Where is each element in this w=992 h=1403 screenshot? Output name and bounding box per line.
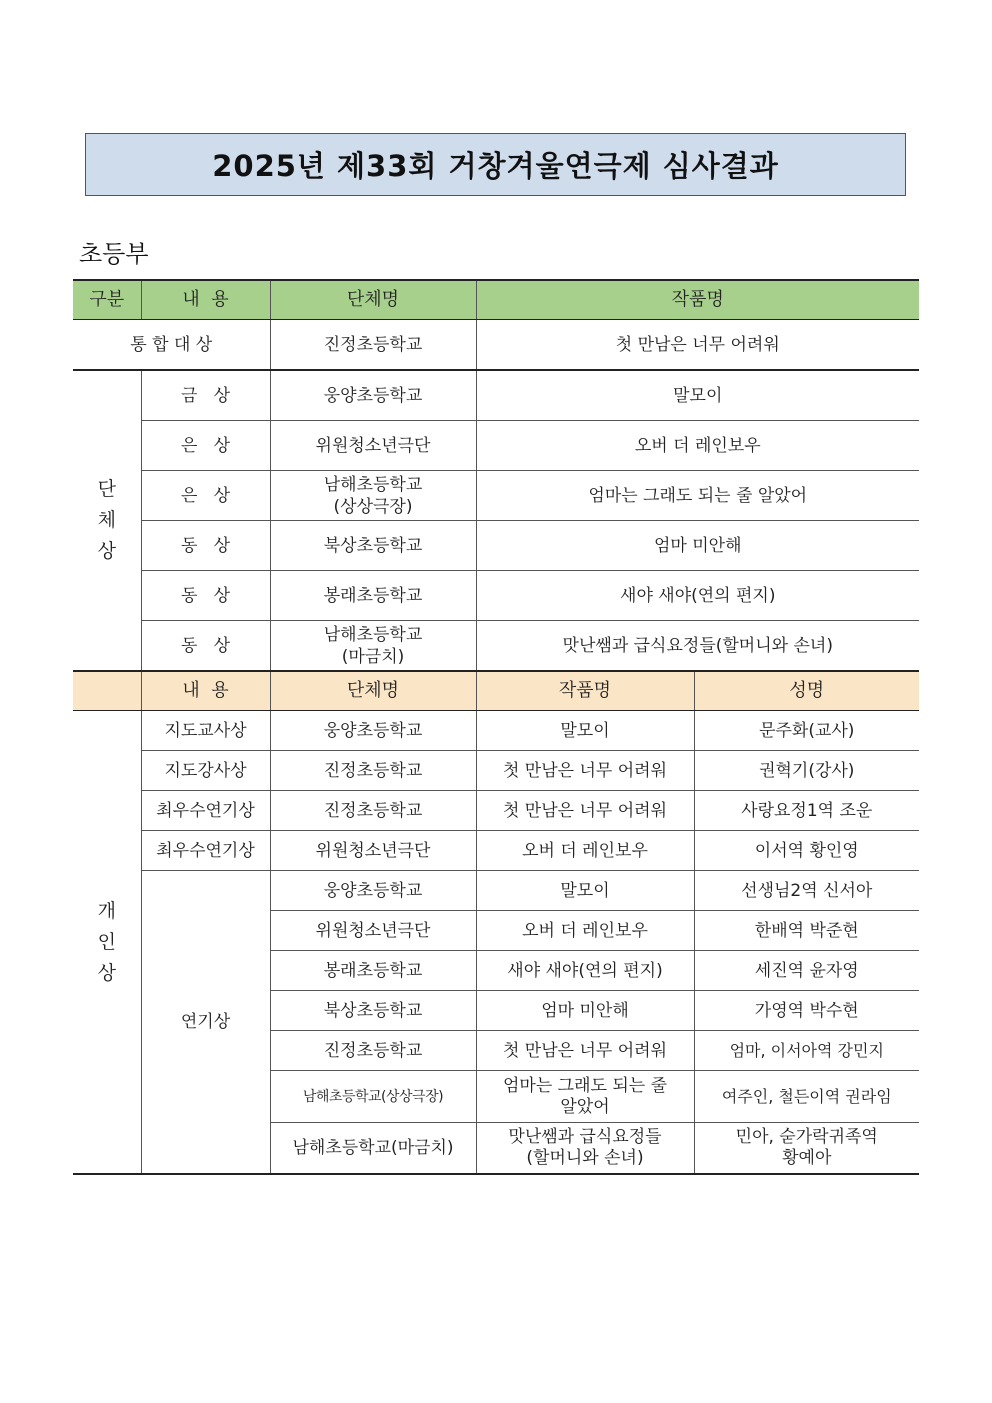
group-award-label: 단 체 상 <box>73 370 141 671</box>
name-cell: 한배역 박준현 <box>694 911 919 951</box>
name-cell: 여주인, 철든이역 권라임 <box>694 1071 919 1123</box>
header-team: 단체명 <box>270 280 476 320</box>
grand-prize-row <box>73 320 919 371</box>
award-cell: 동 상 <box>141 621 270 672</box>
work-cell: 첫 만남은 너무 어려워 <box>476 1031 694 1071</box>
table-row <box>73 571 919 621</box>
section-label: 초등부 <box>79 240 149 268</box>
grand-prize-team: 진정초등학교 <box>270 320 476 371</box>
table-row <box>73 421 919 471</box>
header-work: 작품명 <box>476 671 694 711</box>
team-cell: 남해초등학교(상상극장) <box>270 1071 476 1123</box>
work-cell: 엄마는 그래도 되는 줄 알았어 <box>476 471 919 521</box>
team-cell: 봉래초등학교 <box>270 571 476 621</box>
work-cell: 새야 새야(연의 편지) <box>476 571 919 621</box>
award-cell: 지도교사상 <box>141 711 270 751</box>
work-cell: 새야 새야(연의 편지) <box>476 951 694 991</box>
team-cell: 봉래초등학교 <box>270 951 476 991</box>
team-cell: 위원청소년극단 <box>270 421 476 471</box>
team-cell: 위원청소년극단 <box>270 831 476 871</box>
team-cell: 진정초등학교 <box>270 791 476 831</box>
team-cell: 웅양초등학교 <box>270 871 476 911</box>
work-cell: 맛난쌤과 급식요정들 (할머니와 손녀) <box>476 1123 694 1175</box>
award-cell: 지도강사상 <box>141 751 270 791</box>
name-cell: 문주화(교사) <box>694 711 919 751</box>
title-box <box>85 133 906 196</box>
award-cell: 금 상 <box>141 370 270 421</box>
work-cell: 오버 더 레인보우 <box>476 831 694 871</box>
table-row <box>73 521 919 571</box>
team-cell: 북상초등학교 <box>270 991 476 1031</box>
table-row <box>73 831 919 871</box>
header-team: 단체명 <box>270 671 476 711</box>
table-row <box>73 791 919 831</box>
individual-header-row <box>73 671 919 711</box>
table-row <box>73 711 919 751</box>
team-cell: 북상초등학교 <box>270 521 476 571</box>
award-cell: 은 상 <box>141 421 270 471</box>
acting-award-cell: 연기상 <box>141 871 270 1175</box>
page-title: 2025년 제33회 거창겨울연극제 심사결과 <box>212 149 779 183</box>
name-cell: 사랑요정1역 조운 <box>694 791 919 831</box>
table-row <box>73 751 919 791</box>
award-cell: 은 상 <box>141 471 270 521</box>
name-cell: 가영역 박수현 <box>694 991 919 1031</box>
table-row <box>73 370 919 421</box>
team-cell: 웅양초등학교 <box>270 711 476 751</box>
work-cell: 말모이 <box>476 871 694 911</box>
name-cell: 권혁기(강사) <box>694 751 919 791</box>
header-name: 성명 <box>694 671 919 711</box>
work-cell: 오버 더 레인보우 <box>476 911 694 951</box>
work-cell: 엄마는 그래도 되는 줄 알았어 <box>476 1071 694 1123</box>
header-work: 작품명 <box>476 280 919 320</box>
work-cell: 첫 만남은 너무 어려워 <box>476 791 694 831</box>
table-row <box>73 871 919 911</box>
header-content: 내 용 <box>141 280 270 320</box>
name-cell: 선생님2역 신서아 <box>694 871 919 911</box>
grand-prize-work: 첫 만남은 너무 어려워 <box>476 320 919 371</box>
team-cell: 남해초등학교 (상상극장) <box>270 471 476 521</box>
work-cell: 말모이 <box>476 711 694 751</box>
award-cell: 최우수연기상 <box>141 791 270 831</box>
team-cell: 남해초등학교 (마금치) <box>270 621 476 672</box>
work-cell: 맛난쌤과 급식요정들(할머니와 손녀) <box>476 621 919 672</box>
team-cell: 위원청소년극단 <box>270 911 476 951</box>
team-cell: 남해초등학교(마금치) <box>270 1123 476 1175</box>
team-cell: 웅양초등학교 <box>270 370 476 421</box>
table-row <box>73 471 919 521</box>
name-cell: 엄마, 이서아역 강민지 <box>694 1031 919 1071</box>
award-cell: 동 상 <box>141 571 270 621</box>
work-cell: 말모이 <box>476 370 919 421</box>
work-cell: 엄마 미안해 <box>476 991 694 1031</box>
header-content: 내 용 <box>141 671 270 711</box>
group-header-row <box>73 280 919 320</box>
award-cell: 최우수연기상 <box>141 831 270 871</box>
name-cell: 세진역 윤자영 <box>694 951 919 991</box>
header-category: 구분 <box>73 280 141 320</box>
name-cell: 민아, 숟가락귀족역 황예아 <box>694 1123 919 1175</box>
name-cell: 이서역 황인영 <box>694 831 919 871</box>
team-cell: 진정초등학교 <box>270 1031 476 1071</box>
award-cell: 동 상 <box>141 521 270 571</box>
work-cell: 엄마 미안해 <box>476 521 919 571</box>
work-cell: 첫 만남은 너무 어려워 <box>476 751 694 791</box>
team-cell: 진정초등학교 <box>270 751 476 791</box>
table-row <box>73 621 919 672</box>
grand-prize-label: 통 합 대 상 <box>73 320 270 371</box>
results-table <box>73 279 919 1175</box>
header-blank <box>73 671 141 711</box>
individual-award-label: 개 인 상 <box>73 711 141 1175</box>
work-cell: 오버 더 레인보우 <box>476 421 919 471</box>
